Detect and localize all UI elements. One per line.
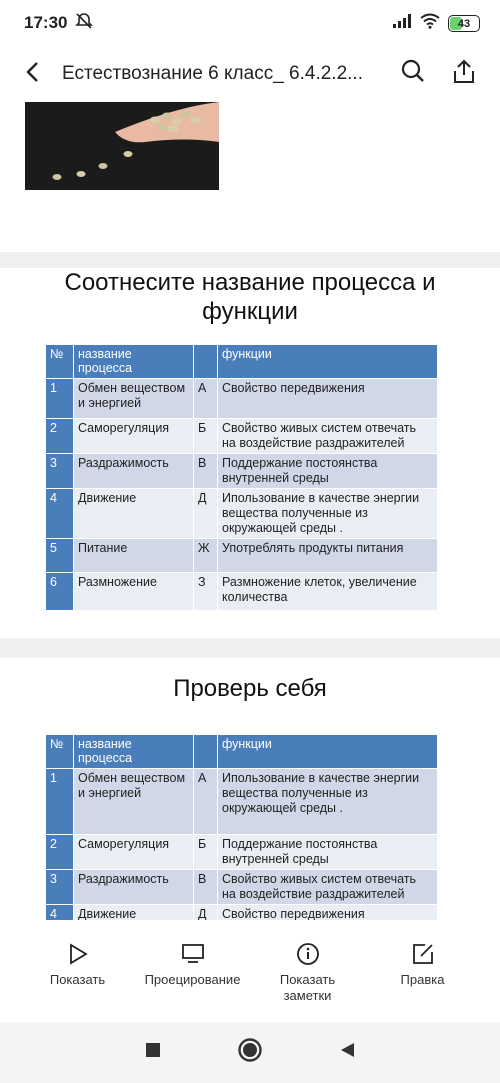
- row-number: 6: [46, 573, 74, 611]
- status-time: 17:30: [24, 13, 68, 32]
- row-number: 5: [46, 539, 74, 573]
- header-number: №: [46, 345, 74, 379]
- slide-check-yourself[interactable]: [0, 658, 500, 920]
- table-row: [46, 539, 438, 573]
- process-name: Раздражимость: [74, 870, 194, 905]
- row-number: 4: [46, 905, 74, 921]
- share-icon[interactable]: [452, 58, 482, 88]
- present-button[interactable]: [33, 920, 123, 1022]
- system-nav-bar: [0, 1022, 500, 1083]
- function-letter: Ж: [194, 539, 218, 573]
- search-icon[interactable]: [400, 58, 430, 88]
- row-number: 3: [46, 454, 74, 489]
- function-letter: А: [194, 769, 218, 835]
- battery-level: 43: [457, 17, 471, 30]
- header-process-name: название процесса: [74, 345, 194, 379]
- slide-title: Соотнесите название процесса и функции: [64, 269, 436, 325]
- projection-button[interactable]: [144, 920, 241, 1022]
- row-number: 2: [46, 835, 74, 870]
- table-row: [46, 870, 438, 905]
- table-row: [46, 835, 438, 870]
- function-letter: Б: [194, 835, 218, 870]
- slide-match-task[interactable]: [0, 268, 500, 638]
- edit-button[interactable]: [378, 920, 468, 1022]
- slide-previous[interactable]: [0, 102, 500, 252]
- function-text: Ипользование в качестве энергии вещества полученные из окружающей среды .: [218, 489, 438, 539]
- function-text: Размножение клеток, увеличение количества: [218, 573, 438, 611]
- process-name: Размножение: [74, 573, 194, 611]
- recents-button[interactable]: [144, 1041, 162, 1064]
- slide-title: Проверь себя: [173, 675, 327, 702]
- process-table: [45, 344, 438, 611]
- header-functions: функции: [218, 345, 438, 379]
- monitor-icon: [181, 942, 205, 966]
- table-row: [46, 769, 438, 835]
- status-indicators: [392, 13, 480, 34]
- row-number: 1: [46, 769, 74, 835]
- function-letter: Д: [194, 905, 218, 921]
- row-number: 2: [46, 419, 74, 454]
- answer-table: [45, 734, 438, 920]
- function-letter: Б: [194, 419, 218, 454]
- slide-list[interactable]: [0, 102, 500, 920]
- process-name: Движение: [74, 905, 194, 921]
- back-nav-button[interactable]: [338, 1041, 356, 1064]
- function-text: Употреблять продукты питания: [218, 539, 438, 573]
- document-title: Естествознание 6 класс_ 6.4.2.2...: [62, 63, 363, 84]
- process-name: Движение: [74, 489, 194, 539]
- table-row: [46, 905, 438, 921]
- row-number: 1: [46, 379, 74, 419]
- present-label: Показать: [49, 972, 106, 987]
- dnd-icon: [75, 12, 93, 35]
- show-notes-button[interactable]: [263, 920, 353, 1022]
- app-bar: [0, 46, 500, 102]
- table-row: [46, 419, 438, 454]
- function-text: Свойство живых систем отвечать на воздействие раздражителей: [218, 870, 438, 905]
- function-text: Свойство передвижения: [218, 905, 438, 921]
- header-process-name: название процесса: [74, 735, 194, 769]
- table-row: [46, 379, 438, 419]
- table-row: [46, 573, 438, 611]
- header-functions: функции: [218, 735, 438, 769]
- info-icon: [296, 942, 320, 966]
- function-letter: А: [194, 379, 218, 419]
- row-number: 4: [46, 489, 74, 539]
- function-text: Поддержание постоянства внутренней среды: [218, 835, 438, 870]
- process-name: Саморегуляция: [74, 835, 194, 870]
- edit-icon: [411, 942, 435, 966]
- function-text: Поддержание постоянства внутренней среды: [218, 454, 438, 489]
- row-number: 3: [46, 870, 74, 905]
- play-icon: [66, 942, 90, 966]
- function-letter: В: [194, 454, 218, 489]
- function-text: Свойство передвижения: [218, 379, 438, 419]
- projection-label: Проецирование: [144, 972, 241, 987]
- slide-separator: [0, 638, 500, 658]
- process-name: Обмен веществом и энергией: [74, 769, 194, 835]
- wifi-icon: [420, 13, 440, 34]
- edit-label: Правка: [400, 972, 445, 987]
- process-name: Саморегуляция: [74, 419, 194, 454]
- signal-icon: [392, 13, 412, 34]
- process-name: Раздражимость: [74, 454, 194, 489]
- function-letter: В: [194, 870, 218, 905]
- home-button[interactable]: [237, 1037, 263, 1068]
- function-text: Ипользование в качестве энергии вещества полученные из окружающей среды .: [218, 769, 438, 835]
- process-name: Питание: [74, 539, 194, 573]
- back-button[interactable]: [24, 59, 54, 90]
- function-letter: Д: [194, 489, 218, 539]
- table-row: [46, 489, 438, 539]
- seeds-photo: [25, 102, 219, 190]
- header-letter: [194, 345, 218, 379]
- slide-separator: [0, 252, 500, 268]
- status-bar: [0, 0, 500, 46]
- header-number: №: [46, 735, 74, 769]
- table-row: [46, 454, 438, 489]
- header-letter: [194, 735, 218, 769]
- process-name: Обмен веществом и энергией: [74, 379, 194, 419]
- battery-icon: [448, 15, 480, 32]
- function-text: Свойство живых систем отвечать на воздействие раздражителей: [218, 419, 438, 454]
- bottom-action-bar: [0, 920, 500, 1022]
- show-notes-label: Показать заметки: [279, 972, 336, 1003]
- function-letter: З: [194, 573, 218, 611]
